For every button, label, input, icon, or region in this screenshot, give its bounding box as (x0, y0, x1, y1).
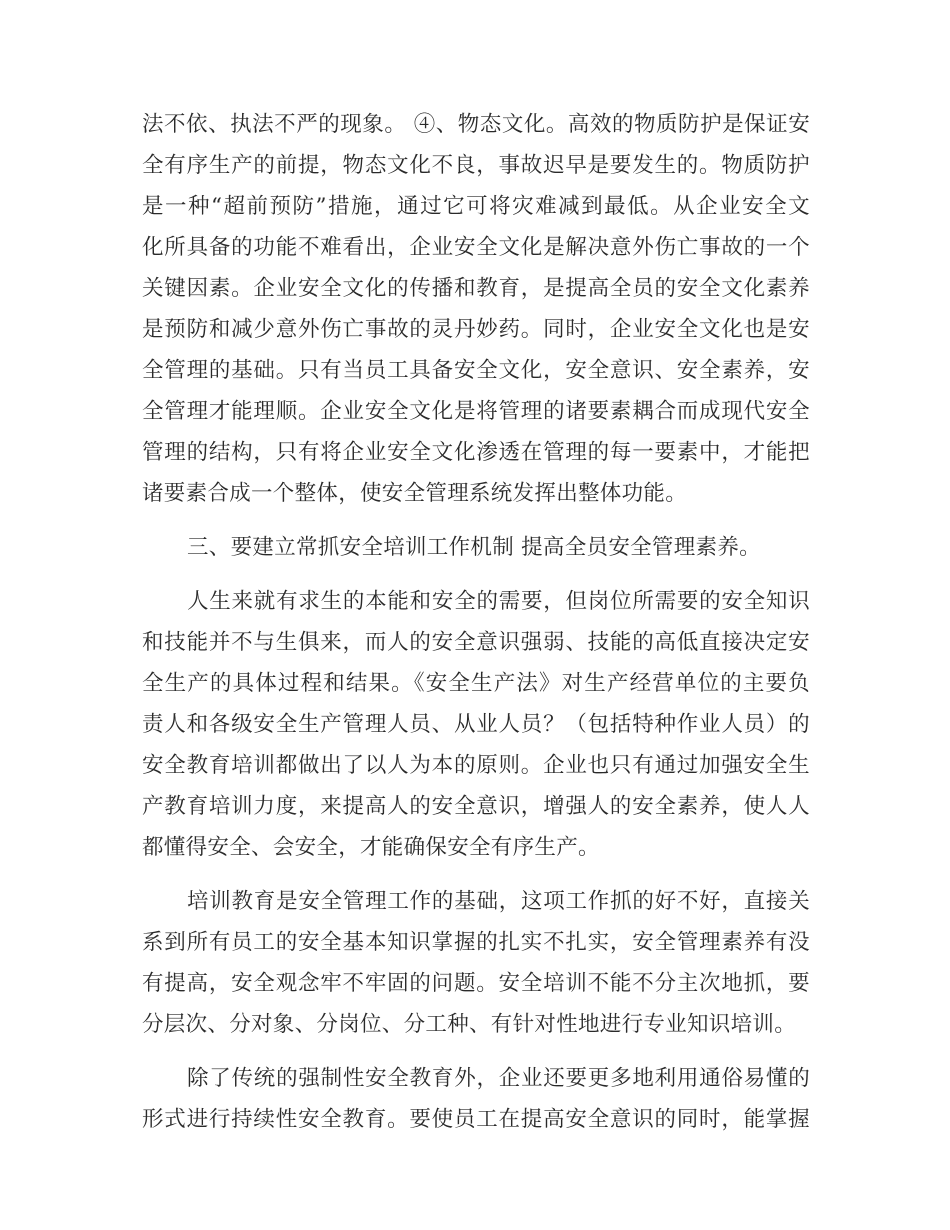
text-line: 全生产的具体过程和结果。《安全生产法》对生产经营单位的主要负 (142, 671, 810, 696)
section-heading (142, 527, 810, 568)
text-line: 化所具备的功能不难看出，企业安全文化是解决意外伤亡事故的一个 (142, 235, 810, 260)
text-line: 是预防和减少意外伤亡事故的灵丹妙药。同时，企业安全文化也是安 (142, 317, 810, 342)
text-line: 产教育培训力度，来提高人的安全意识，增强人的安全素养，使人人 (142, 794, 810, 819)
text-line: 是一种“超前预防”措施，通过它可将灾难减到最低。从企业安全文 (142, 194, 810, 219)
text-line: 全管理才能理顺。企业安全文化是将管理的诸要素耦合而成现代安全 (142, 399, 810, 424)
text-line: 除了传统的强制性安全教育外，企业还要更多地利用通俗易懂的 (187, 1066, 810, 1091)
text-line: 培训教育是安全管理工作的基础，这项工作抓的好不好，直接关 (187, 889, 810, 914)
text-line: 系到所有员工的安全基本知识掌握的扎实不扎实，安全管理素养有没 (142, 930, 810, 955)
text-line: 分层次、分对象、分岗位、分工种、有针对性地进行专业知识培训。 (142, 1012, 797, 1037)
paragraph (142, 1058, 810, 1140)
text-line: 有提高，安全观念牢不牢固的问题。安全培训不能不分主次地抓，要 (142, 971, 810, 996)
text-line: 全有序生产的前提，物态文化不良，事故迟早是要发生的。物质防护 (142, 153, 810, 178)
text-line: 和技能并不与生俱来，而人的安全意识强弱、技能的高低直接决定安 (142, 630, 810, 655)
paragraph (142, 881, 810, 1045)
text-line: 法不依、执法不严的现象。 ④、物态文化。高效的物质防护是保证安 (142, 112, 810, 137)
text-line: 三、要建立常抓安全培训工作机制 提高全员安全管理素养。 (187, 535, 761, 560)
document-body (142, 104, 810, 1140)
text-line: 都懂得安全、会安全，才能确保安全有序生产。 (142, 835, 600, 860)
text-line: 安全教育培训都做出了以人为本的原则。企业也只有通过加强安全生 (142, 753, 810, 778)
text-line: 诸要素合成一个整体，使安全管理系统发挥出整体功能。 (142, 481, 688, 506)
paragraph (142, 104, 810, 514)
text-line: 责人和各级安全生产管理人员、从业人员？（包括特种作业人员）的 (142, 712, 810, 737)
text-line: 全管理的基础。只有当员工具备安全文化，安全意识、安全素养，安 (142, 358, 810, 383)
text-line: 人生来就有求生的本能和安全的需要，但岗位所需要的安全知识 (187, 589, 810, 614)
paragraph (142, 581, 810, 868)
text-line: 形式进行持续性安全教育。要使员工在提高安全意识的同时，能掌握 (142, 1107, 810, 1132)
text-line: 管理的结构，只有将企业安全文化渗透在管理的每一要素中，才能把 (142, 440, 810, 465)
text-line: 关键因素。企业安全文化的传播和教育，是提高全员的安全文化素养 (142, 276, 810, 301)
